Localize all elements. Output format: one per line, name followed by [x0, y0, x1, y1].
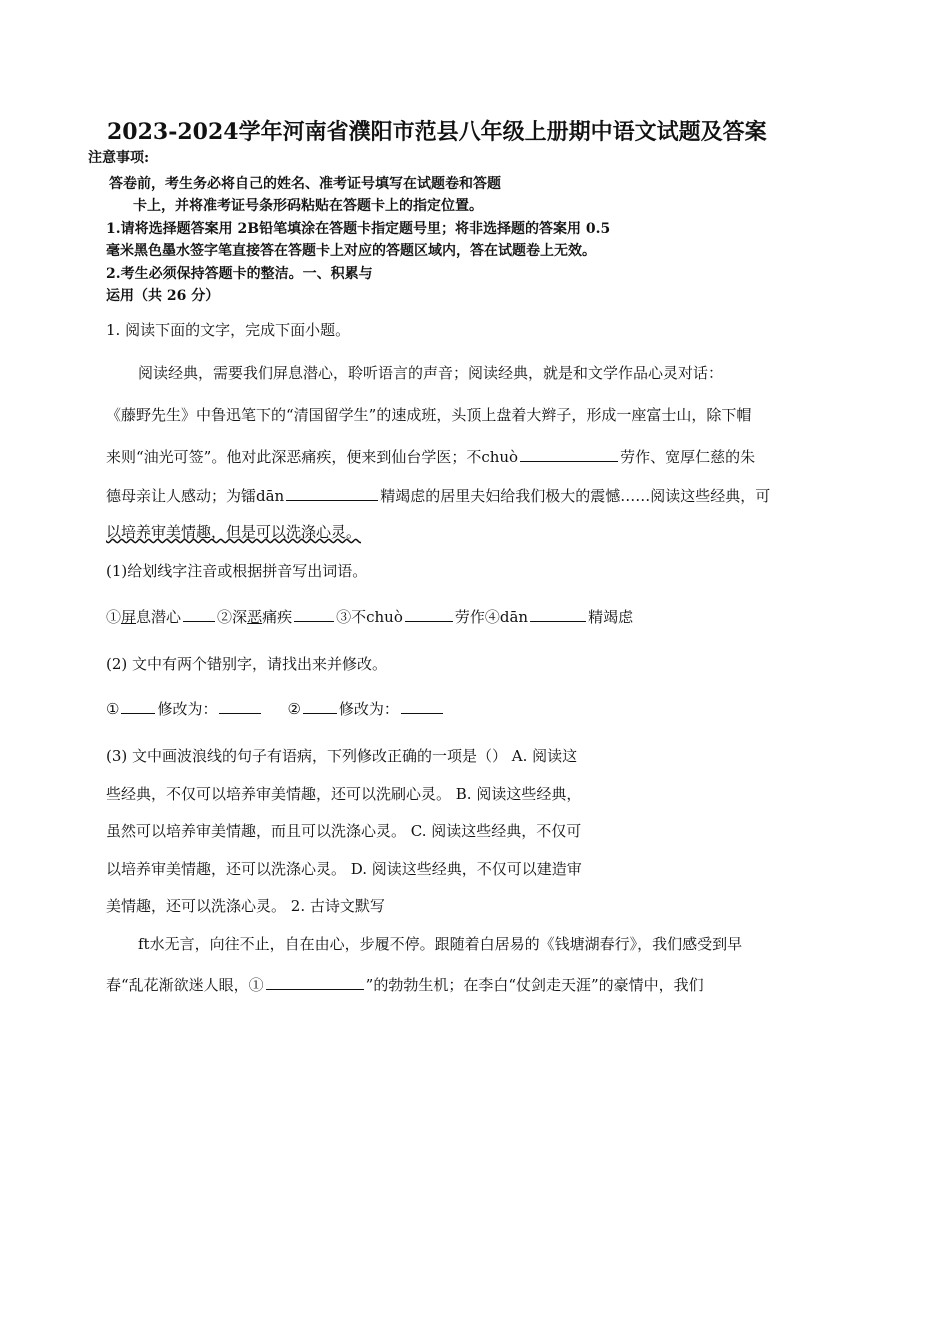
answer-text: ②深	[217, 608, 248, 626]
fill-blank[interactable]	[219, 699, 261, 714]
passage-text: ”的勃勃生机；在李白“仗剑走天涯”的豪情中，我们	[365, 976, 704, 994]
passage-text: 来则“油光可签”。他对此深恶痛疾，便来到仙台学医；不chuò	[106, 448, 519, 466]
fill-blank[interactable]	[520, 447, 618, 462]
answer-text: ③不chuò	[336, 608, 403, 626]
passage-line	[106, 486, 770, 504]
passage-line: 《藤野先生》中鲁迅笔下的“清国留学生”的速成班，头顶上盘着大辫子，形成一座富士山，除下帽	[106, 406, 752, 424]
fill-blank[interactable]	[405, 607, 453, 622]
fill-blank[interactable]	[530, 607, 586, 622]
fill-blank[interactable]	[121, 699, 155, 714]
answer-text: 劳作④dān	[454, 608, 529, 626]
notice-item: 1.请将选择题答案用 2B铅笔填涂在答题卡指定题号里；将非选择题的答案用 0.5	[106, 221, 611, 237]
subquestion-prompt: (2) 文中有两个错别字，请找出来并修改。	[106, 655, 388, 673]
passage-text: 春“乱花渐欲迷人眼，①	[106, 976, 264, 994]
option-line: 美情趣，还可以洗涤心灵。 2. 古诗文默写	[106, 897, 385, 915]
notice-line: 卡上，并将准考证号条形码粘贴在答题卡上的指定位置。	[133, 198, 483, 214]
option-line: (3) 文中画波浪线的句子有语病，下列修改正确的一项是（） A. 阅读这	[106, 747, 578, 765]
notice-line: 答卷前，考生务必将自己的姓名、准考证号填写在试题卷和答题	[109, 176, 501, 192]
notice-heading: 注意事项:	[88, 150, 150, 166]
answer-label: 修改为：	[338, 700, 399, 718]
choice-number: ②	[287, 700, 301, 718]
passage-line	[106, 447, 755, 465]
underlined-char: 恶	[247, 608, 263, 626]
subquestion-answers	[106, 699, 445, 717]
choice-number: ①	[106, 700, 120, 718]
section-heading: 运用（共 26 分）	[106, 288, 220, 304]
choice-number: ①	[106, 608, 122, 626]
fill-blank[interactable]	[401, 699, 443, 714]
passage-text: 劳作、宽厚仁慈的朱	[620, 448, 756, 466]
passage-line: 阅读经典，需要我们屏息潜心，聆听语言的声音；阅读经典，就是和文学作品心灵对话：	[138, 364, 724, 382]
notice-item: 2.考生必须保持答题卡的整洁。一、积累与	[106, 266, 373, 282]
wavy-sentence: 以培养审美情趣，但是可以洗涤心灵。	[106, 523, 362, 541]
underlined-char: 屏	[121, 608, 137, 626]
subquestion-prompt: (1)给划线字注音或根据拼音写出词语。	[106, 562, 368, 580]
answer-text: 息潜心	[136, 608, 182, 626]
passage-line: ft水无言，向往不止，自在由心，步履不停。跟随着白居易的《钱塘湖春行》，我们感受到早	[138, 935, 743, 953]
passage-text: 德母亲让人感动；为镭dān	[106, 487, 285, 505]
fill-blank[interactable]	[266, 975, 364, 990]
passage-line	[106, 975, 704, 993]
fill-blank[interactable]	[183, 607, 215, 622]
answer-text: 精竭虑	[588, 608, 634, 626]
option-line: 以培养审美情趣，还可以洗涤心灵。 D. 阅读这些经典，不仅可以建造审	[106, 860, 582, 878]
notice-item: 毫米黑色墨水签字笔直接答在答题卡上对应的答题区域内，答在试题卷上无效。	[106, 243, 596, 259]
fill-blank[interactable]	[294, 607, 334, 622]
option-line: 虽然可以培养审美情趣，而且可以洗涤心灵。 C. 阅读这些经典，不仅可	[106, 822, 582, 840]
passage-text: 精竭虑的居里夫妇给我们极大的震憾……阅读这些经典，可	[380, 487, 771, 505]
subquestion-answers	[106, 607, 633, 625]
question-intro: 1. 阅读下面的文字，完成下面小题。	[106, 321, 351, 339]
page-title: 2023-2024学年河南省濮阳市范县八年级上册期中语文试题及答案	[107, 119, 767, 145]
fill-blank[interactable]	[303, 699, 337, 714]
answer-label: 修改为：	[157, 700, 218, 718]
fill-blank[interactable]	[286, 486, 378, 501]
option-line: 些经典，不仅可以培养审美情趣，还可以洗刷心灵。 B. 阅读这些经典，	[106, 785, 582, 803]
answer-text: 痛疾	[262, 608, 293, 626]
passage-line	[106, 525, 361, 540]
